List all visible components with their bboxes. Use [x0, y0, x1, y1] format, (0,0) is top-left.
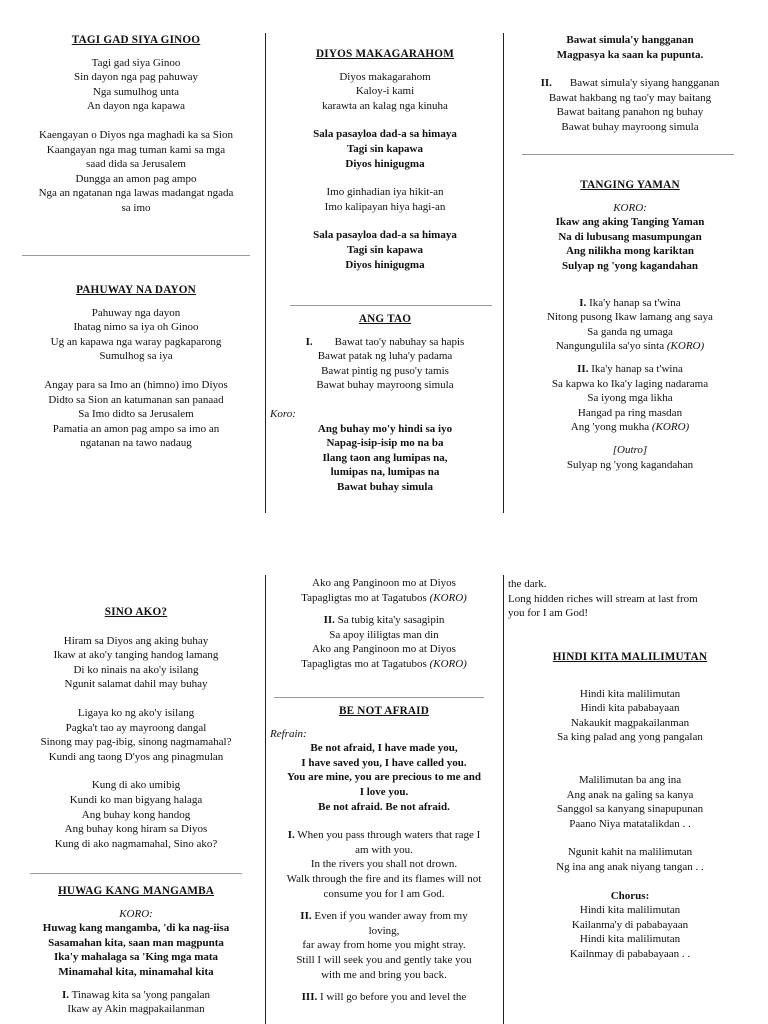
lyric-line: Ikaw at ako'y tanging handog lamang	[53, 649, 219, 662]
lyric-line: Sa tubig kita'y sasagipin	[334, 614, 445, 627]
lyric-line: consume you for I am God.	[323, 887, 445, 900]
lyric-line: Nakaukit magpakailanman	[570, 716, 690, 729]
lyric-line: Bawat tao'y nabuhay sa hapis	[334, 335, 465, 348]
song-title: HUWAG KANG MANGAMBA	[57, 885, 215, 897]
lyric-line: Still I will seek you and gently take you	[296, 953, 472, 966]
lyric-line: I will go before you and level the	[317, 991, 467, 1004]
lyric-line: Kaengayan o Diyos nga maghadi ka sa Sion	[39, 128, 233, 141]
lyric-line: Pahuway nga dayon	[91, 306, 181, 319]
lyric-line: Sanggol sa kanyang sinapupunan	[556, 803, 704, 816]
koro-label: KORO:	[119, 907, 153, 920]
lyric-line: Angay para sa Imo an (himno) imo Diyos	[44, 378, 228, 391]
lyric-line: Bawat patak ng luha'y padama	[317, 350, 453, 363]
lyric-line: Tinawag kita sa 'yong pangalan	[69, 988, 211, 1001]
lyric-line: Ngunit kahit na malilimutan	[567, 846, 693, 859]
koro-marker: (KORO)	[666, 340, 705, 353]
lyric-line: Hindi kita malilimutan	[579, 933, 681, 946]
lyric-line: sa imo	[121, 201, 151, 214]
lyric-line-bold: Be not afraid, I have made you,	[310, 742, 458, 755]
koro-marker: (KORO)	[429, 591, 467, 604]
lyric-line-bold: Magpasya ka saan ka pupunta.	[556, 48, 704, 61]
lyric-line: Kundi ang taong D'yos ang pinagmulan	[48, 750, 224, 763]
song-title: HINDI KITA MALILIMUTAN	[552, 651, 708, 663]
verse-number: I.	[287, 829, 295, 842]
lyric-line: Nga sumulhog unta	[92, 85, 180, 98]
lyric-line: the dark.	[508, 578, 547, 590]
song-title: TAGI GAD SIYA GINOO	[71, 34, 201, 46]
lyric-line: Paano Niya matatalikdan . .	[569, 817, 691, 830]
lyric-line: Ikaw ay Akin magpakailanman	[67, 1003, 205, 1016]
p1-col1-sec2	[22, 283, 250, 451]
lyric-line-bold: Tagi sin kapawa	[346, 142, 424, 155]
verse-number: II.	[323, 614, 335, 627]
lyric-line: Ligaya ko ng ako'y isilang	[77, 706, 195, 719]
column-divider-right	[503, 33, 504, 513]
lyric-line: Long hidden riches will stream at last from	[508, 592, 698, 605]
koro-label: KORO:	[613, 201, 647, 214]
section-divider	[30, 873, 242, 874]
lyric-line: Ika'y hanap sa t'wina	[586, 296, 681, 309]
lyric-line-bold: Napag-isip-isip mo na ba	[326, 437, 444, 450]
lyric-line: Tapagligtas mo at Tagatubos	[301, 657, 430, 670]
song-title: DIYOS MAKAGARAHOM	[316, 48, 454, 60]
lyric-line: Kundi ko man bigyang halaga	[69, 793, 203, 806]
p1-col3-sec2	[512, 178, 748, 472]
lyric-line-bold: Be not afraid. Be not afraid.	[318, 800, 450, 813]
lyric-line: Tagi gad siya Ginoo	[91, 56, 181, 69]
lyric-line-bold: Minamahal kita, minamahal kita	[58, 965, 214, 978]
section-divider	[290, 305, 492, 306]
verse-number: I.	[579, 296, 587, 309]
lyric-line-bold: Ang nilikha mong kariktan	[565, 245, 695, 258]
lyric-line: Kaangayan nga mag tuman kami sa mga	[46, 143, 226, 156]
lyric-line: far away from home you might stray.	[302, 939, 466, 952]
lyric-line: Ng ina ang anak niyang tangan . .	[556, 860, 704, 873]
lyric-line-bold: Bawat buhay simula	[337, 480, 433, 493]
lyric-line: Hindi kita malilimutan	[579, 904, 681, 917]
lyric-line-bold: Sala pasayloa dad-a sa himaya	[313, 128, 457, 141]
chorus-label: Chorus:	[610, 889, 650, 902]
lyric-line: Sa apoy ililigtas man din	[329, 628, 439, 641]
lyric-line: Sa kapwa ko Ika'y laging nadarama	[551, 377, 709, 390]
lyric-line: Nitong pusong Ikaw lamang ang saya	[547, 311, 713, 324]
verse-number: II.	[540, 77, 552, 90]
lyric-line: Nangungulila sa'yo sinta	[555, 340, 667, 353]
lyric-line: Kung di ako nagmamahal, Sino ako?	[54, 837, 218, 850]
lyric-line: loving,	[368, 924, 400, 937]
lyric-line: Didto sa Sion an katumanan san panaad	[48, 393, 224, 406]
lyric-line: Nga an ngatanan nga lawas madangat ngada	[38, 187, 234, 200]
lyric-line-bold: I love you.	[359, 785, 409, 798]
lyric-line: In the rivers you shall not drown.	[310, 858, 458, 871]
verse-number: I.	[305, 335, 313, 348]
lyric-line: Ihatag nimo sa iya oh Ginoo	[73, 321, 199, 334]
lyric-line-bold: Sulyap ng 'yong kagandahan	[561, 259, 699, 272]
p1-col2	[272, 47, 498, 272]
lyric-line: Ika'y hanap sa t'wina	[588, 362, 683, 375]
lyric-line-bold: Ikaw ang aking Tanging Yaman	[555, 216, 705, 229]
lyric-line-bold: Ang buhay mo'y hindi sa iyo	[317, 422, 453, 435]
lyric-line: Dungga an amon pag ampo	[75, 172, 197, 185]
lyric-line: Sinong may pag-ibig, sinong nagmamahal?	[40, 736, 232, 749]
koro-marker: (KORO)	[429, 657, 467, 670]
lyric-line: Imo kalipayan hiya hagi-an	[324, 200, 446, 213]
section-divider	[274, 697, 484, 698]
lyric-line: Even if you wander away from my	[311, 910, 468, 923]
p2-col3	[508, 577, 752, 621]
p2-col2	[268, 576, 500, 672]
koro-label: Koro:	[270, 407, 296, 420]
column-divider-right	[503, 575, 504, 1024]
lyric-line: Pagka't tao ay mayroong dangal	[65, 721, 207, 734]
lyric-line: Ang buhay kong handog	[81, 808, 191, 821]
lyric-line: Ako ang Panginoon mo at Diyos	[312, 643, 456, 656]
lyric-line: Kailnmay di pababayaan . .	[569, 947, 691, 960]
lyric-line: When you pass through waters that rage I	[294, 829, 481, 842]
lyric-line-bold: I have saved you, I have called you.	[301, 756, 467, 769]
p2-col2-sec2	[268, 704, 500, 1005]
lyric-line: Bawat buhay mayroong simula	[316, 379, 454, 392]
lyric-line-bold: You are mine, you are precious to me and	[286, 771, 482, 784]
lyric-line: Sa king palad ang yong pangalan	[557, 731, 703, 744]
song-title: TANGING YAMAN	[580, 179, 680, 191]
lyric-line: am with you.	[355, 843, 413, 856]
lyric-line: An dayon nga kapawa	[86, 100, 186, 113]
lyric-line: Di ko ninais na ako'y isilang	[73, 663, 199, 676]
p2-col1-sec2	[22, 884, 250, 1017]
lyric-line: ngatanan na tawo nadaug	[80, 437, 192, 450]
lyric-line: you for I am God!	[508, 607, 589, 620]
verse-number: II.	[300, 910, 312, 923]
lyric-line: Sin dayon nga pag pahuway	[73, 71, 199, 84]
outro-label: [Outro]	[612, 443, 648, 456]
lyric-line: Ako ang Panginoon mo at Diyos	[312, 577, 456, 589]
lyric-line: Kaloy-i kami	[355, 85, 415, 98]
lyric-line-bold: lumipas na, lumipas na	[330, 466, 440, 479]
lyric-line: Diyos makagarahom	[339, 70, 431, 83]
lyric-line: karawta an kalag nga kinuha	[322, 99, 448, 112]
p1-col2-sec2	[272, 312, 498, 495]
lyric-line-bold: Na di lubusang masumpungan	[558, 230, 702, 243]
lyric-line: Hindi kita malilimutan	[579, 687, 681, 700]
p2-col1	[22, 605, 250, 851]
koro-marker: (KORO)	[651, 421, 690, 434]
verse-number: II.	[577, 362, 589, 375]
lyric-line: Kung di ako umibig	[91, 779, 181, 792]
lyric-line: Imo ginhadian iya hikit-an	[326, 186, 444, 199]
lyric-line: Bawat buhay mayroong simula	[561, 120, 699, 133]
lyric-line-bold: Ika'y mahalaga sa 'King mga mata	[53, 951, 219, 964]
verse-number: III.	[301, 991, 318, 1004]
lyric-line-bold: Diyos hinigugma	[345, 157, 425, 170]
lyric-line-bold: Sasamahan kita, saan man magpunta	[48, 936, 224, 949]
section-divider	[522, 154, 734, 155]
song-title: PAHUWAY NA DAYON	[76, 284, 196, 296]
song-title: ANG TAO	[358, 313, 412, 325]
song-title: BE NOT AFRAID	[338, 705, 430, 717]
lyric-line-bold: Bawat simula'y hangganan	[566, 34, 694, 46]
section-divider	[22, 255, 250, 256]
lyric-line: saad dida sa Jerusalem	[86, 158, 186, 171]
lyric-line: Sa iyong mga likha	[587, 392, 673, 405]
lyric-line: Ngunit salamat dahil may buhay	[64, 678, 208, 691]
lyric-line: Ang buhay kong hiram sa Diyos	[64, 823, 208, 836]
p1-col1	[22, 33, 250, 216]
lyric-line: Walk through the fire and its flames will not	[286, 872, 482, 885]
lyric-line: Hiram sa Diyos ang aking buhay	[63, 634, 209, 647]
lyric-line: Hindi kita pababayaan	[580, 702, 680, 715]
column-divider-left	[265, 575, 266, 1024]
lyric-line: Sumulhog sa iya	[99, 350, 173, 363]
lyric-line: Pamatia an amon pag ampo sa imo an	[52, 422, 220, 435]
lyric-line-bold: Huwag kang mangamba, 'di ka nag-iisa	[42, 922, 230, 935]
lyric-line: with me and bring you back.	[321, 968, 447, 981]
verse-number: I.	[61, 988, 70, 1001]
lyric-line: Bawat hakbang ng tao'y may baitang	[548, 91, 712, 104]
lyric-line-bold: Tagi sin kapawa	[346, 243, 424, 256]
lyric-line: Bawat baitang panahon ng buhay	[556, 106, 704, 119]
p1-col3	[512, 33, 748, 135]
lyric-line: Ang anak na galing sa kanya	[566, 788, 694, 801]
lyric-line: Sulyap ng 'yong kagandahan	[566, 458, 694, 471]
lyric-line: Bawat pintig ng puso'y tamis	[321, 364, 449, 377]
song-title: SINO AKO?	[104, 606, 168, 618]
lyric-line: Ang 'yong mukha	[570, 421, 652, 434]
lyric-line: Bawat simula'y siyang hangganan	[569, 77, 720, 90]
lyric-line: Malilimutan ba ang ina	[578, 773, 682, 786]
lyric-line: Sa ganda ng umaga	[587, 325, 673, 338]
lyric-line-bold: Diyos hinigugma	[345, 258, 425, 271]
p2-col3-sec2	[512, 650, 748, 962]
lyric-line-bold: Ilang taon ang lumipas na,	[322, 451, 448, 464]
lyric-line: Ug an kapawa nga waray pagkaparong	[50, 335, 222, 348]
lyric-line: Sa Imo didto sa Jerusalem	[78, 408, 194, 421]
lyric-line-bold: Sala pasayloa dad-a sa himaya	[313, 229, 457, 242]
lyric-line: Tapagligtas mo at Tagatubos	[301, 591, 430, 604]
lyric-line: Hangad pa ring masdan	[577, 406, 683, 419]
refrain-label: Refrain:	[270, 727, 307, 740]
column-divider-left	[265, 33, 266, 513]
lyric-line: Kailanma'y di pababayaan	[571, 918, 689, 931]
